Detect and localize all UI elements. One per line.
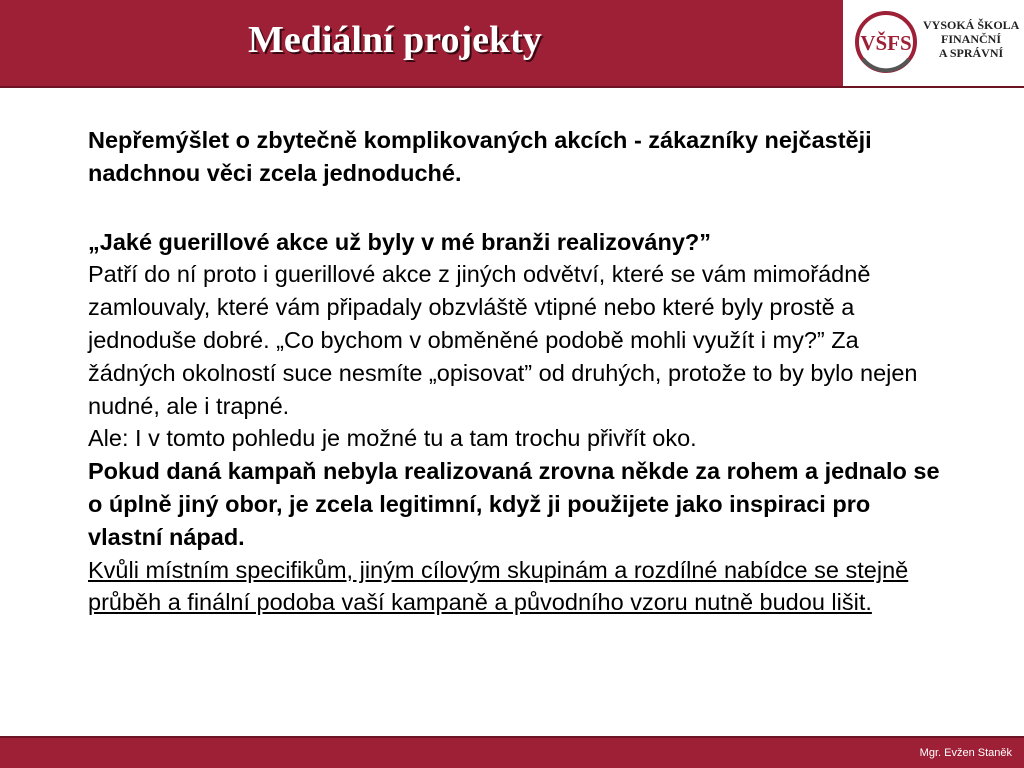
school-logo xyxy=(843,0,1024,86)
answer-paragraph: Patří do ní proto i guerillové akce z jiných odvětví, které se vám mimořádně zamlouvaly, které vám připadaly obzvláště vtipné nebo které byly prostě a jednoduše dobré. „Co bychom v obměněné podobě mohli využít i my?” Za žádných okolností suce nesmíte „opisovat” od druhých, protože to by bylo nejen nudné, ale i trapné. xyxy=(88,261,918,419)
author-name: Mgr. Evžen Staněk xyxy=(919,747,1012,759)
spacer xyxy=(88,190,948,226)
logo-line: FINANČNÍ xyxy=(941,32,1001,46)
however-paragraph: Ale: I v tomto pohledu je možné tu a tam trochu přivřít oko. xyxy=(88,425,697,452)
vsfs-logo-icon xyxy=(853,9,919,75)
header-divider xyxy=(0,86,1024,88)
header-bar xyxy=(0,0,1024,86)
logo-line: A SPRÁVNÍ xyxy=(938,46,1004,60)
footer-bar xyxy=(0,738,1024,768)
intro-paragraph: Nepřemýšlet o zbytečně komplikovaných akcích - zákazníky nejčastěji nadchnou věci zcela jednoduché. xyxy=(88,127,872,186)
logo-wordmark xyxy=(923,18,1019,60)
slide-body xyxy=(88,124,948,619)
question-paragraph: „Jaké guerillové akce už byly v mé branži realizovány?” xyxy=(88,228,712,255)
emphasis-paragraph: Pokud daná kampaň nebyla realizovaná zrovna někde za rohem a jednalo se o úplně jiný obor, je zcela legitimní, když ji použijete jako inspiraci pro vlastní nápad. xyxy=(88,458,940,550)
underlined-paragraph: Kvůli místním specifikům, jiným cílovým skupinám a rozdílné nabídce se stejně průběh a finální podoba vaší kampaně a původního vzoru nutně budou lišit. xyxy=(88,556,909,616)
slide-title: Mediální projekty xyxy=(248,19,542,61)
logo-line: VYSOKÁ ŠKOLA xyxy=(923,18,1020,32)
logo-monogram: VŠFS xyxy=(860,31,912,55)
